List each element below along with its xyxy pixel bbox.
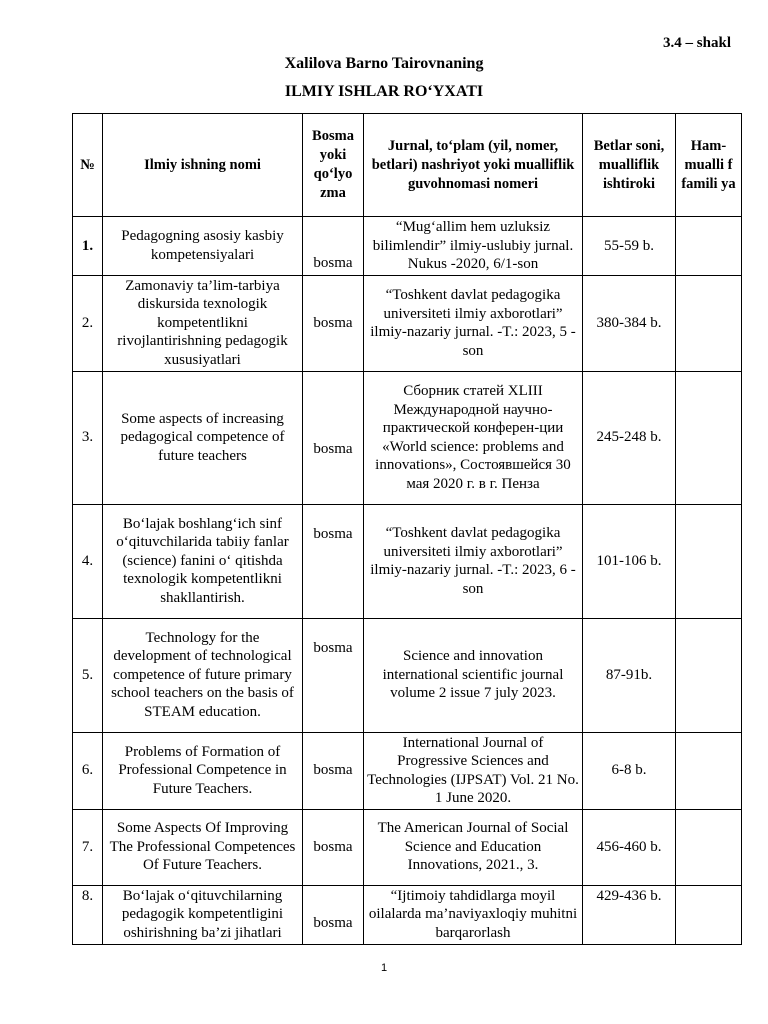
row-number: 8. [73, 885, 103, 944]
page-range: 429-436 b. [583, 885, 676, 944]
works-table [72, 113, 742, 945]
coauthor-cell [676, 504, 742, 618]
publication-type: bosma [303, 217, 364, 276]
row-number: 3. [73, 371, 103, 504]
page-range: 101-106 b. [583, 504, 676, 618]
coauthor-cell [676, 618, 742, 732]
coauthor-cell [676, 371, 742, 504]
journal-info: “Ijtimoiy tahdidlarga moyil oilalarda ma’naviyaxloqiy muhitni barqarorlash [364, 885, 583, 944]
work-name: Bo‘lajak o‘qituvchilarning pedagogik kompetentligini oshirishning ba’zi jihatlari [103, 885, 303, 944]
publication-type: bosma [303, 809, 364, 885]
publication-type: bosma [303, 275, 364, 371]
coauthor-cell [676, 217, 742, 276]
work-name: Some aspects of increasing pedagogical competence of future teachers [103, 371, 303, 504]
work-name: Bo‘lajak boshlang‘ich sinf o‘qituvchilarida tabiiy fanlar (science) fanini o‘ qitishda texnologik kompetentlikni shakllantirish. [103, 504, 303, 618]
page-range: 456-460 b. [583, 809, 676, 885]
table-header-row [73, 114, 742, 217]
work-name: Zamonaviy ta’lim-tarbiya diskursida texnologik kompetentlikni rivojlantirishning pedagogik xususiyatlari [103, 275, 303, 371]
publication-type: bosma [303, 885, 364, 944]
journal-info: The American Journal of Social Science and Education Innovations, 2021., 3. [364, 809, 583, 885]
coauthor-cell [676, 275, 742, 371]
table-row [73, 371, 742, 504]
page-range: 87-91b. [583, 618, 676, 732]
journal-info: Science and innovation international scientific journal volume 2 issue 7 july 2023. [364, 618, 583, 732]
table-row [73, 732, 742, 809]
row-number: 7. [73, 809, 103, 885]
page-range: 6-8 b. [583, 732, 676, 809]
coauthor-cell [676, 885, 742, 944]
page-range: 380-384 b. [583, 275, 676, 371]
row-number: 4. [73, 504, 103, 618]
row-number: 1. [73, 217, 103, 276]
publication-type: bosma [303, 371, 364, 504]
document-title: ILMIY ISHLAR RO‘YXATI [284, 83, 484, 100]
publication-type: bosma [303, 504, 364, 618]
coauthor-cell [676, 809, 742, 885]
journal-info: “Mug‘allim hem uzluksiz bilimlendir” ilmiy-uslubiy jurnal. Nukus -2020, 6/1-son [364, 217, 583, 276]
journal-info: International Journal of Progressive Sciences and Technologies (IJPSAT) Vol. 21 No. 1 June 2020. [364, 732, 583, 809]
work-name: Pedagogning asosiy kasbiy kompetensiyalari [103, 217, 303, 276]
work-name: Problems of Formation of Professional Competence in Future Teachers. [103, 732, 303, 809]
header-number: № [73, 114, 103, 217]
work-name: Technology for the development of technological competence of future primary school teachers on the basis of STEAM education. [103, 618, 303, 732]
table-row [73, 885, 742, 944]
row-number: 2. [73, 275, 103, 371]
table-row [73, 618, 742, 732]
journal-info: “Toshkent davlat pedagogika universiteti ilmiy axborotlari” ilmiy-nazariy jurnal. -T.: 2023, 6 - son [364, 504, 583, 618]
publication-type: bosma [303, 732, 364, 809]
figure-label: 3.4 – shakl [663, 35, 731, 51]
journal-info: Сборник статей XLIII Международной научно-практической конферен-ции «World science: problems and innovations», Состоявшейся 30 мая 2020 г. в г. Пенза [364, 371, 583, 504]
header-coauthor: Ham-mualli f famili ya [676, 114, 742, 217]
coauthor-cell [676, 732, 742, 809]
header-type: Bosma yoki qo‘lyo zma [303, 114, 364, 217]
table-row [73, 504, 742, 618]
publication-type: bosma [303, 618, 364, 732]
journal-info: “Toshkent davlat pedagogika universiteti ilmiy axborotlari” ilmiy-nazariy jurnal. -T.: 2023, 5 - son [364, 275, 583, 371]
header-pages: Betlar soni, mualliflik ishtiroki [583, 114, 676, 217]
author-name: Xalilova Barno Tairovnaning [284, 55, 484, 72]
table-row [73, 809, 742, 885]
page-range: 55-59 b. [583, 217, 676, 276]
page-range: 245-248 b. [583, 371, 676, 504]
work-name: Some Aspects Of Improving The Professional Competences Of Future Teachers. [103, 809, 303, 885]
row-number: 5. [73, 618, 103, 732]
page-number: 1 [380, 962, 388, 974]
table-row [73, 217, 742, 276]
header-name: Ilmiy ishning nomi [103, 114, 303, 217]
row-number: 6. [73, 732, 103, 809]
header-journal: Jurnal, to‘plam (yil, nomer, betlari) nashriyot yoki mualliflik guvohnomasi nomeri [364, 114, 583, 217]
table-row [73, 275, 742, 371]
